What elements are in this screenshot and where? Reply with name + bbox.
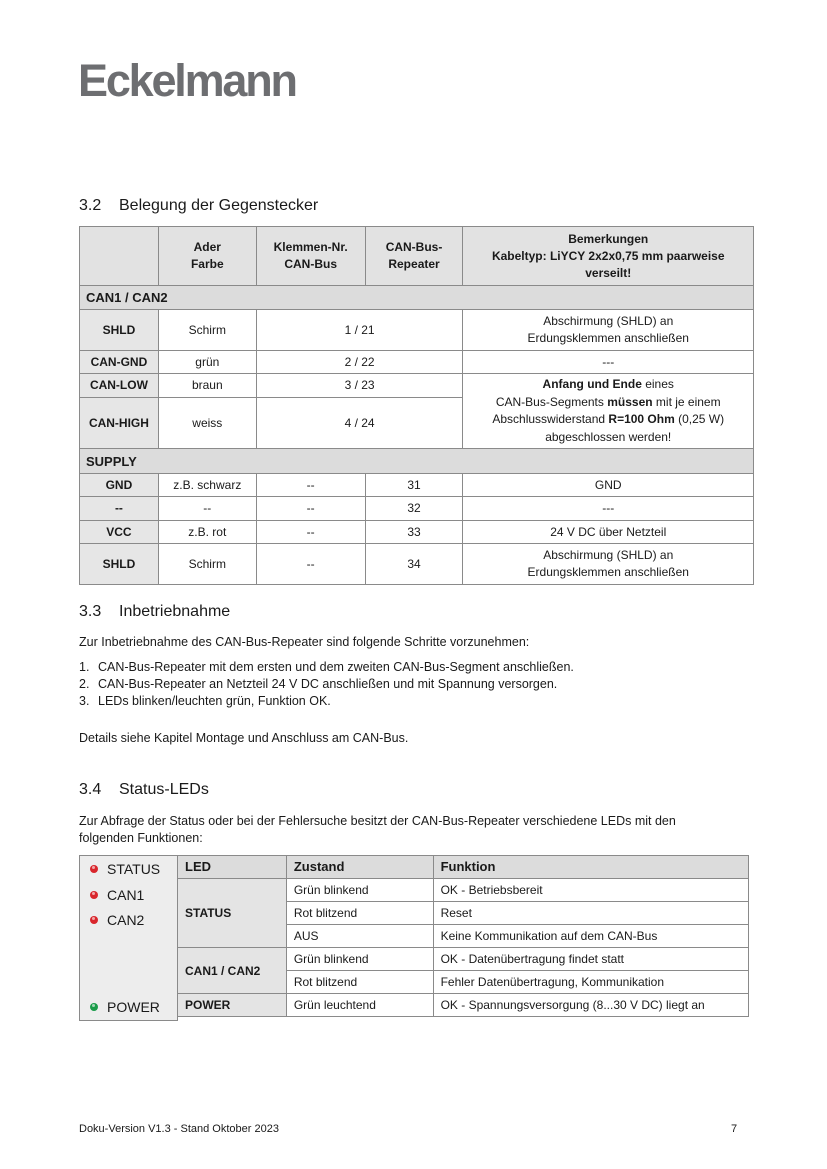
table-row [80,310,754,351]
cell-bemerkung: Abschirmung (SHLD) an Erdungsklemmen anschließen [463,544,754,585]
cell-farbe: Schirm [158,544,256,585]
led-label: STATUS [178,879,287,948]
group-label: CAN1 / CAN2 [80,286,754,310]
list-item: 2. CAN-Bus-Repeater an Netzteil 24 V DC anschließen und mit Spannung versorgen. [79,677,558,691]
cell-zustand: Rot blitzend [286,971,433,994]
cell-farbe: grün [158,351,256,374]
table-row [80,544,754,585]
cell-farbe: weiss [158,398,256,449]
table-header-row [178,856,749,879]
led-panel [79,855,178,1021]
section-3-3-heading [79,602,230,621]
details-note: Details siehe Kapitel Montage und Anschluss am CAN-Bus. [79,731,409,745]
table-row [80,521,754,544]
green-led-icon [90,1003,98,1011]
red-led-icon [90,865,98,873]
eckelmann-logo: Eckelmann [78,55,296,106]
table-row [80,351,754,374]
cell-zustand: Grün blinkend [286,879,433,902]
header-bemerkungen: Bemerkungen Kabeltyp: LiYCY 2x2x0,75 mm paarweise verseilt! [463,227,754,286]
table-row [80,497,754,521]
inbetriebnahme-intro: Zur Inbetriebnahme des CAN-Bus-Repeater sind folgende Schritte vorzunehmen: [79,635,530,649]
row-label: GND [80,474,159,497]
cell-farbe: z.B. schwarz [158,474,256,497]
cell-zustand: AUS [286,925,433,948]
footer-version: Doku-Version V1.3 - Stand Oktober 2023 [79,1123,279,1135]
cell-bemerkung: GND [463,474,754,497]
row-label: CAN-GND [80,351,159,374]
section-3-4-heading [79,780,209,799]
table-header-row [80,227,754,286]
cell-funktion: OK - Spannungsversorgung (8...30 V DC) liegt an [433,994,748,1017]
red-led-icon [90,916,98,924]
cell-farbe: braun [158,374,256,398]
steps-list [79,659,574,710]
cell-farbe: -- [158,497,256,521]
section-number: 3.3 [79,603,102,620]
cell-klemmen: 4 / 24 [256,398,463,449]
section-3-2-heading [79,196,318,215]
group-row-supply [80,449,754,474]
row-label: SHLD [80,544,159,585]
group-label: SUPPLY [80,449,754,474]
cell-bemerkung: 24 V DC über Netzteil [463,521,754,544]
cell-funktion: OK - Betriebsbereit [433,879,748,902]
cell-repeater: 34 [365,544,463,585]
led-can2: CAN2 [90,912,144,928]
red-led-icon [90,891,98,899]
cell-repeater: 33 [365,521,463,544]
group-row-can [80,286,754,310]
cell-klemmen: -- [256,474,365,497]
cell-klemmen: -- [256,497,365,521]
cell-bemerkung: Abschirmung (SHLD) an Erdungsklemmen anschließen [463,310,754,351]
cell-farbe: z.B. rot [158,521,256,544]
header-zustand: Zustand [286,856,433,879]
list-item: 3. LEDs blinken/leuchten grün, Funktion OK. [79,694,331,708]
status-leds-intro: Zur Abfrage der Status oder bei der Fehlersuche besitzt der CAN-Bus-Repeater verschiedene LEDs mit den folgenden Funktionen: [79,814,676,845]
cell-funktion: Keine Kommunikation auf dem CAN-Bus [433,925,748,948]
header-ader: Ader Farbe [158,227,256,286]
led-label: POWER [178,994,287,1017]
header-led: LED [178,856,287,879]
connector-table [79,226,754,585]
cell-klemmen: 2 / 22 [256,351,463,374]
header-funktion: Funktion [433,856,748,879]
row-label: CAN-HIGH [80,398,159,449]
cell-funktion: OK - Datenübertragung findet statt [433,948,748,971]
header-klemmen: Klemmen-Nr. CAN-Bus [256,227,365,286]
cell-funktion: Fehler Datenübertragung, Kommunikation [433,971,748,994]
table-row [80,374,754,398]
table-row [178,879,749,902]
section-title: Status-LEDs [119,781,209,798]
cell-zustand: Rot blitzend [286,902,433,925]
section-title: Inbetriebnahme [119,603,231,620]
header-empty-cell [80,227,159,286]
header-repeater: CAN-Bus- Repeater [365,227,463,286]
cell-bemerkung: --- [463,351,754,374]
led-status: STATUS [90,861,160,877]
cell-bemerkung: --- [463,497,754,521]
cell-termination-note: Anfang und Ende eines CAN-Bus-Segments müssen mit je einem Abschlusswiderstand R=100 Ohm (0,25 W) abgeschlossen werden! [463,374,754,449]
cell-repeater: 31 [365,474,463,497]
section-number: 3.4 [79,781,102,798]
cell-klemmen: 3 / 23 [256,374,463,398]
cell-funktion: Reset [433,902,748,925]
table-row [80,474,754,497]
section-title: Belegung der Gegenstecker [119,197,319,214]
row-label: VCC [80,521,159,544]
section-number: 3.2 [79,197,102,214]
row-label: CAN-LOW [80,374,159,398]
table-row [178,948,749,971]
cell-klemmen: -- [256,544,365,585]
cell-zustand: Grün blinkend [286,948,433,971]
status-led-table [177,855,749,1017]
led-can1: CAN1 [90,887,144,903]
row-label: -- [80,497,159,521]
cell-klemmen: 1 / 21 [256,310,463,351]
page-number: 7 [731,1123,738,1135]
cell-klemmen: -- [256,521,365,544]
cell-repeater: 32 [365,497,463,521]
cell-farbe: Schirm [158,310,256,351]
row-label: SHLD [80,310,159,351]
list-item: 1. CAN-Bus-Repeater mit dem ersten und dem zweiten CAN-Bus-Segment anschließen. [79,660,574,674]
cell-zustand: Grün leuchtend [286,994,433,1017]
table-row [178,994,749,1017]
led-power: POWER [90,999,160,1015]
led-label: CAN1 / CAN2 [178,948,287,994]
